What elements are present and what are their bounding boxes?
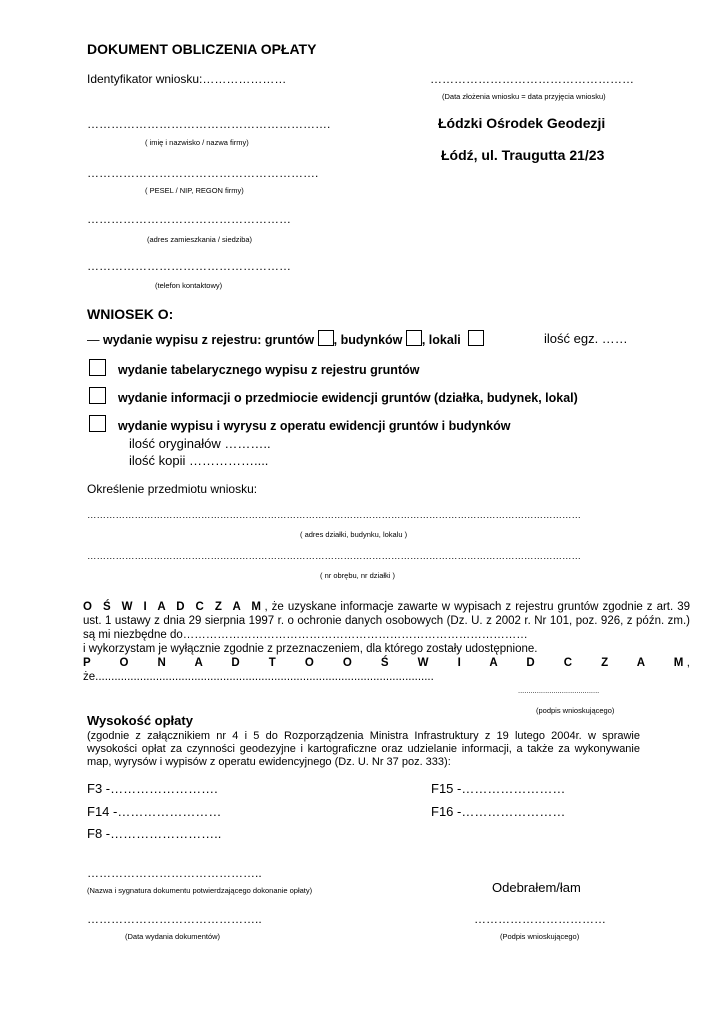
fee-f8-field[interactable]: F8 -……………………..: [87, 826, 222, 841]
checkbox-extract-and-map[interactable]: [89, 415, 106, 432]
dash: —: [87, 333, 100, 347]
applicant-name-caption: ( imię i nazwisko / nazwa firmy): [145, 138, 249, 147]
applicant-id-caption: ( PESEL / NIP, REGON firmy): [145, 186, 244, 195]
declaration-keyword: O Ś W I A D C Z A M: [83, 601, 265, 613]
issue-date-field[interactable]: ……………………………………..: [87, 912, 262, 926]
subject-parcel-field[interactable]: …………………………………………………………………………………………………………………………………………: [87, 551, 581, 562]
land-extract-label: wydanie wypisu z rejestru: gruntów: [102, 333, 315, 347]
subject-label: Określenie przedmiotu wniosku:: [87, 482, 258, 496]
declaration-keyword-2: P O N A D T O O Ś W I A D C Z A M: [83, 657, 687, 669]
applicant-id-field[interactable]: ………………………………………………….: [87, 166, 319, 180]
checkbox-land[interactable]: [318, 330, 334, 346]
identifier-field[interactable]: Identyfikator wniosku:…………………: [87, 72, 287, 86]
fee-f15-field[interactable]: F15 -……………………: [431, 781, 566, 796]
applicant-phone-field[interactable]: ……………………………………………: [87, 259, 291, 273]
applicant-name-field[interactable]: …………………………………………………….: [87, 117, 331, 131]
checkbox-building[interactable]: [406, 330, 422, 346]
declaration-text-3: , że..........................................................................................................: [83, 657, 690, 683]
fee-f16-field[interactable]: F16 -……………………: [431, 804, 566, 819]
applicant-address-caption: (adres zamieszkania / siedziba): [147, 235, 253, 244]
date-caption: (Data złożenia wniosku = data przyjęcia wniosku): [442, 92, 606, 101]
page-title: DOKUMENT OBLICZENIA OPŁATY: [87, 41, 317, 57]
option-subject-info: [89, 387, 578, 405]
request-row-land-building-unit: [87, 330, 484, 347]
option-label: wydanie informacji o przedmiocie ewidencji gruntów (działka, budynek, lokal): [118, 391, 578, 405]
declaration-text-2: i wykorzystam je wyłącznie zgodnie z przeznaczeniem, dla którego zostały udostępnione.: [83, 643, 538, 655]
office-name: Łódzki Ośrodek Geodezji: [438, 115, 606, 131]
building-label: , budynków: [333, 333, 403, 347]
date-field[interactable]: ……………………………………………: [430, 72, 634, 86]
signature-caption: (podpis wnioskującego): [536, 706, 615, 715]
declaration-text: , że uzyskane informacje zawarte w wypisach z rejestru gruntów zgodnie z art. 39 ust. 1 ustawy z dnia 29 sierpnia 1997 r. o ochronie danych osobowych (Dz. U. z 2002 r. Nr 101, poz. 926, z późn. zm.) są mi niezbędne do………………………………………………………………………………: [83, 601, 690, 641]
applicant-signature-field[interactable]: ……………………………: [474, 912, 606, 926]
applicant-address-field[interactable]: ……………………………………………: [87, 212, 291, 226]
applicant-signature-caption: (Podpis wnioskującego): [500, 932, 580, 941]
issue-date-caption: (Data wydania dokumentów): [125, 932, 221, 941]
fee-heading: Wysokość opłaty: [87, 713, 193, 728]
received-label: Odebrałem/łam: [492, 880, 581, 895]
applicant-phone-caption: (telefon kontaktowy): [155, 281, 223, 290]
checkbox-subject-info[interactable]: [89, 387, 106, 404]
originals-field[interactable]: ilość oryginałów ………..: [129, 436, 271, 451]
option-label: wydanie wypisu i wyrysu z operatu ewidencji gruntów i budynków: [118, 419, 511, 433]
checkbox-tabular-extract[interactable]: [89, 359, 106, 376]
fee-f14-field[interactable]: F14 -……………………: [87, 804, 222, 819]
fee-description: (zgodnie z załącznikiem nr 4 i 5 do Rozporządzenia Ministra Infrastruktury z 19 lutego 2004r. w sprawie wysokości opłat za czynności geodezyjne i kartograficzne oraz udzielanie informacji, a także za wykonywanie map, wyrysów i wypisów z operatu ewidencyjnego (Dz. U. Nr 37 poz. 333):: [87, 730, 640, 768]
option-label: wydanie tabelarycznego wypisu z rejestru gruntów: [118, 363, 420, 377]
checkbox-unit[interactable]: [468, 330, 484, 346]
signature-line[interactable]: .......................................: [518, 686, 600, 695]
declaration-paragraph: [83, 600, 690, 684]
unit-label: , lokali: [421, 333, 461, 347]
payment-doc-field[interactable]: ……………………………………..: [87, 866, 262, 880]
subject-address-caption: ( adres działki, budynku, lokalu ): [300, 530, 408, 539]
copies-count-field[interactable]: ilość kopii ……………....: [129, 453, 269, 468]
fee-f3-field[interactable]: F3 -…………………….: [87, 781, 218, 796]
office-address: Łódź, ul. Traugutta 21/23: [441, 147, 605, 163]
subject-parcel-caption: ( nr obrębu, nr działki ): [320, 571, 396, 580]
option-extract-and-map: [89, 415, 510, 433]
option-tabular-extract: [89, 359, 419, 377]
copies-field[interactable]: ilość egz. ……: [544, 331, 628, 346]
subject-address-field[interactable]: …………………………………………………………………………………………………………………………………………: [87, 510, 581, 521]
payment-doc-caption: (Nazwa i sygnatura dokumentu potwierdzającego dokonanie opłaty): [87, 886, 313, 895]
request-heading: WNIOSEK O:: [87, 306, 174, 322]
